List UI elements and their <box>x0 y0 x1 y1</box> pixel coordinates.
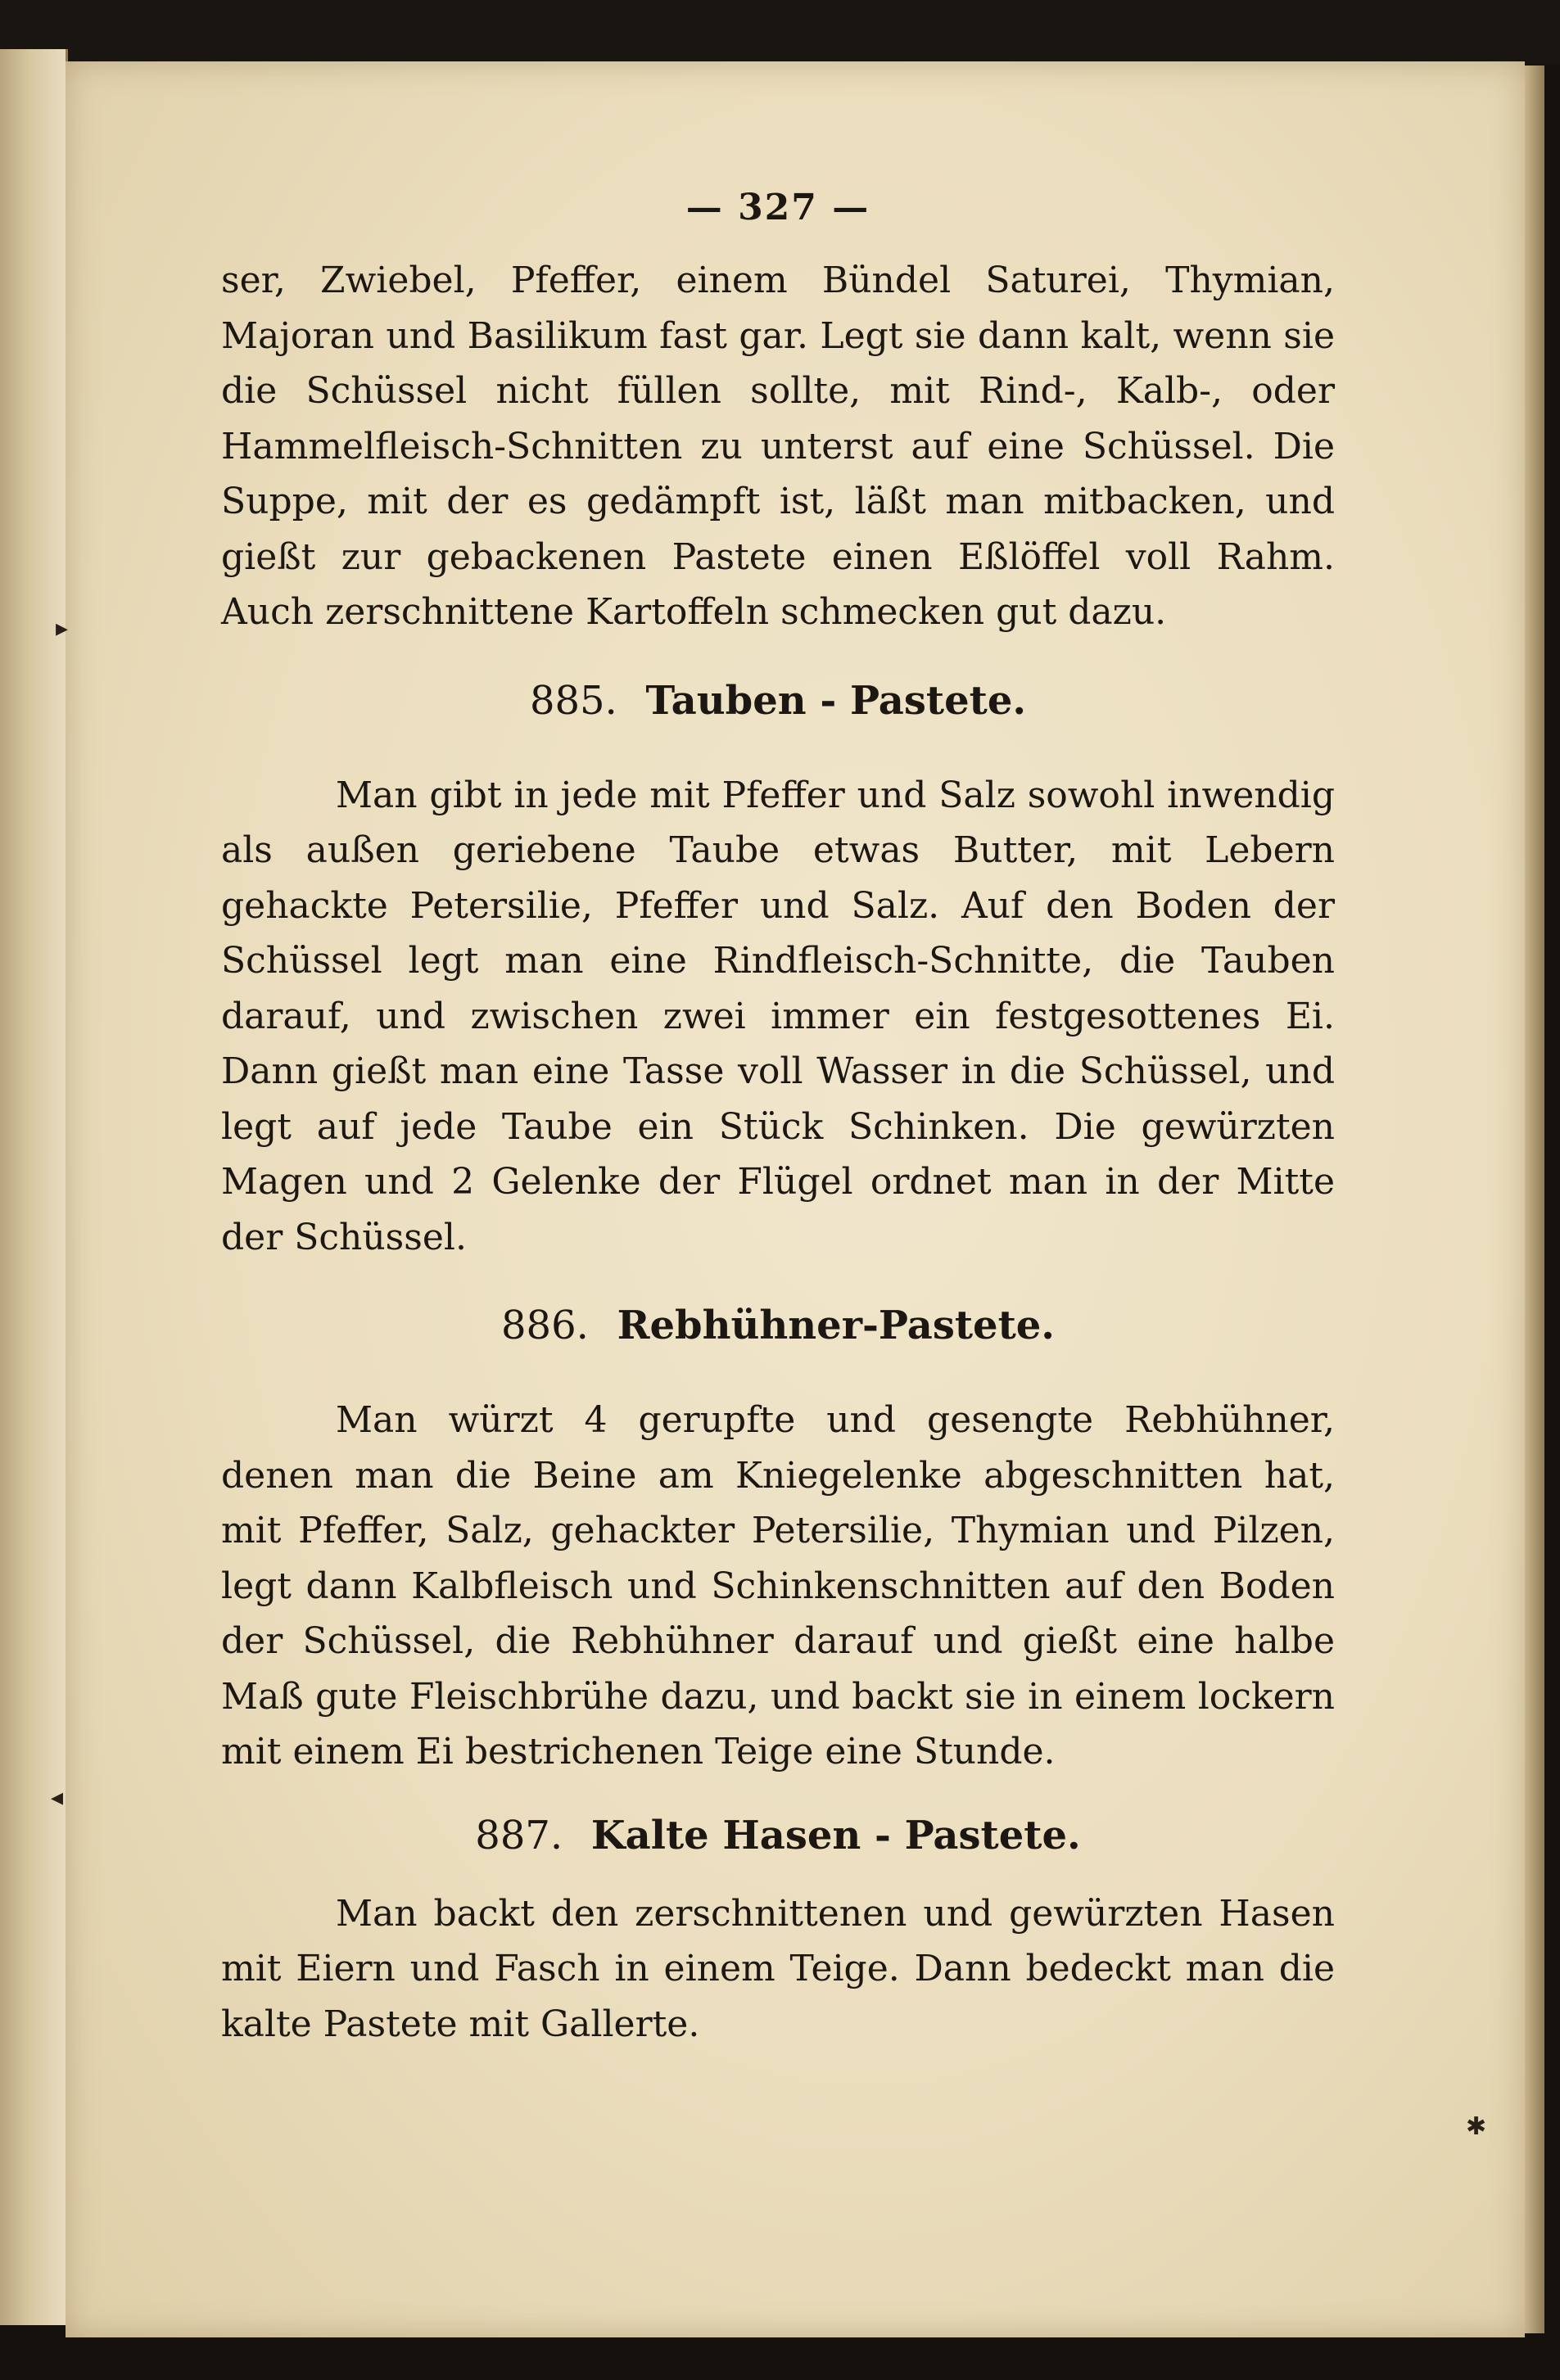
margin-mark: ✱ <box>1466 2112 1487 2141</box>
recipe-title: Tauben - Pastete. <box>645 677 1027 724</box>
margin-mark: ◂ <box>51 1783 64 1812</box>
recipe-title: Rebhühner-Pastete. <box>617 1303 1055 1348</box>
book-left-edge <box>0 49 68 2325</box>
intro-paragraph: ser, Zwiebel, Pfeffer, einem Bündel Saturei, Thymian, Majoran und Basilikum fast gar. Legt sie dann kalt, wenn sie die Schüssel nicht füllen sollte, mit Rind-, Kalb-, oder Hammelfleisch-Schnitten zu unterst auf eine Schüssel. Die Suppe, mit der es gedämpft ist, läßt man mitbacken, und gießt zur gebackenen Pastete einen Eßlöffel voll Rahm. Auch zerschnittene Kartoffeln schmecken gut dazu. <box>221 260 1335 633</box>
recipe-number: 887. <box>475 1812 563 1858</box>
recipe-text: Man würzt 4 gerupfte und gesengte Rebhühner, denen man die Beine am Kniegelenke abgeschnitten hat, mit Pfeffer, Salz, gehackter Petersilie, Thymian und Pilzen, legt dann Kalbfleisch und Schinkenschnitten auf den Boden der Schüssel, die Rebhühner darauf und gießt eine halbe Maß gute Fleischbrühe dazu, und backt sie in einem lockern mit einem Ei bestrichenen Teige eine Stunde. <box>221 1399 1335 1773</box>
page-number: — 327 — <box>685 187 870 228</box>
top-shadow <box>0 0 1560 64</box>
book-right-edge <box>1525 65 1544 2333</box>
recipe-heading <box>221 1303 1335 1348</box>
recipe-heading <box>221 1813 1335 1858</box>
recipe-heading <box>221 678 1335 724</box>
recipe-text: Man backt den zerschnittenen und gewürzten Hasen mit Eiern und Fasch in einem Teige. Dann bedeckt man die kalte Pastete mit Gallerte. <box>221 1892 1335 2045</box>
recipe-text: Man gibt in jede mit Pfeffer und Salz sowohl inwendig als außen geriebene Taube etwas Butter, mit Lebern gehackte Petersilie, Pfeffer und Salz. Auf den Boden der Schüssel legt man eine Rindfleisch-Schnitte, die Tauben darauf, und zwischen zwei immer ein festgesottenes Ei. Dann gießt man eine Tasse voll Wasser in die Schüssel, und legt auf jede Taube ein Stück Schinken. Die gewürzten Magen und 2 Gelenke der Flügel ordnet man in der Mitte der Schüssel. <box>221 774 1335 1258</box>
recipe-number: 885. <box>529 677 617 724</box>
margin-mark: ▸ <box>56 614 69 643</box>
page-content <box>221 187 1335 2052</box>
recipe-title: Kalte Hasen - Pastete. <box>590 1812 1081 1858</box>
recipe-number: 886. <box>501 1303 589 1348</box>
